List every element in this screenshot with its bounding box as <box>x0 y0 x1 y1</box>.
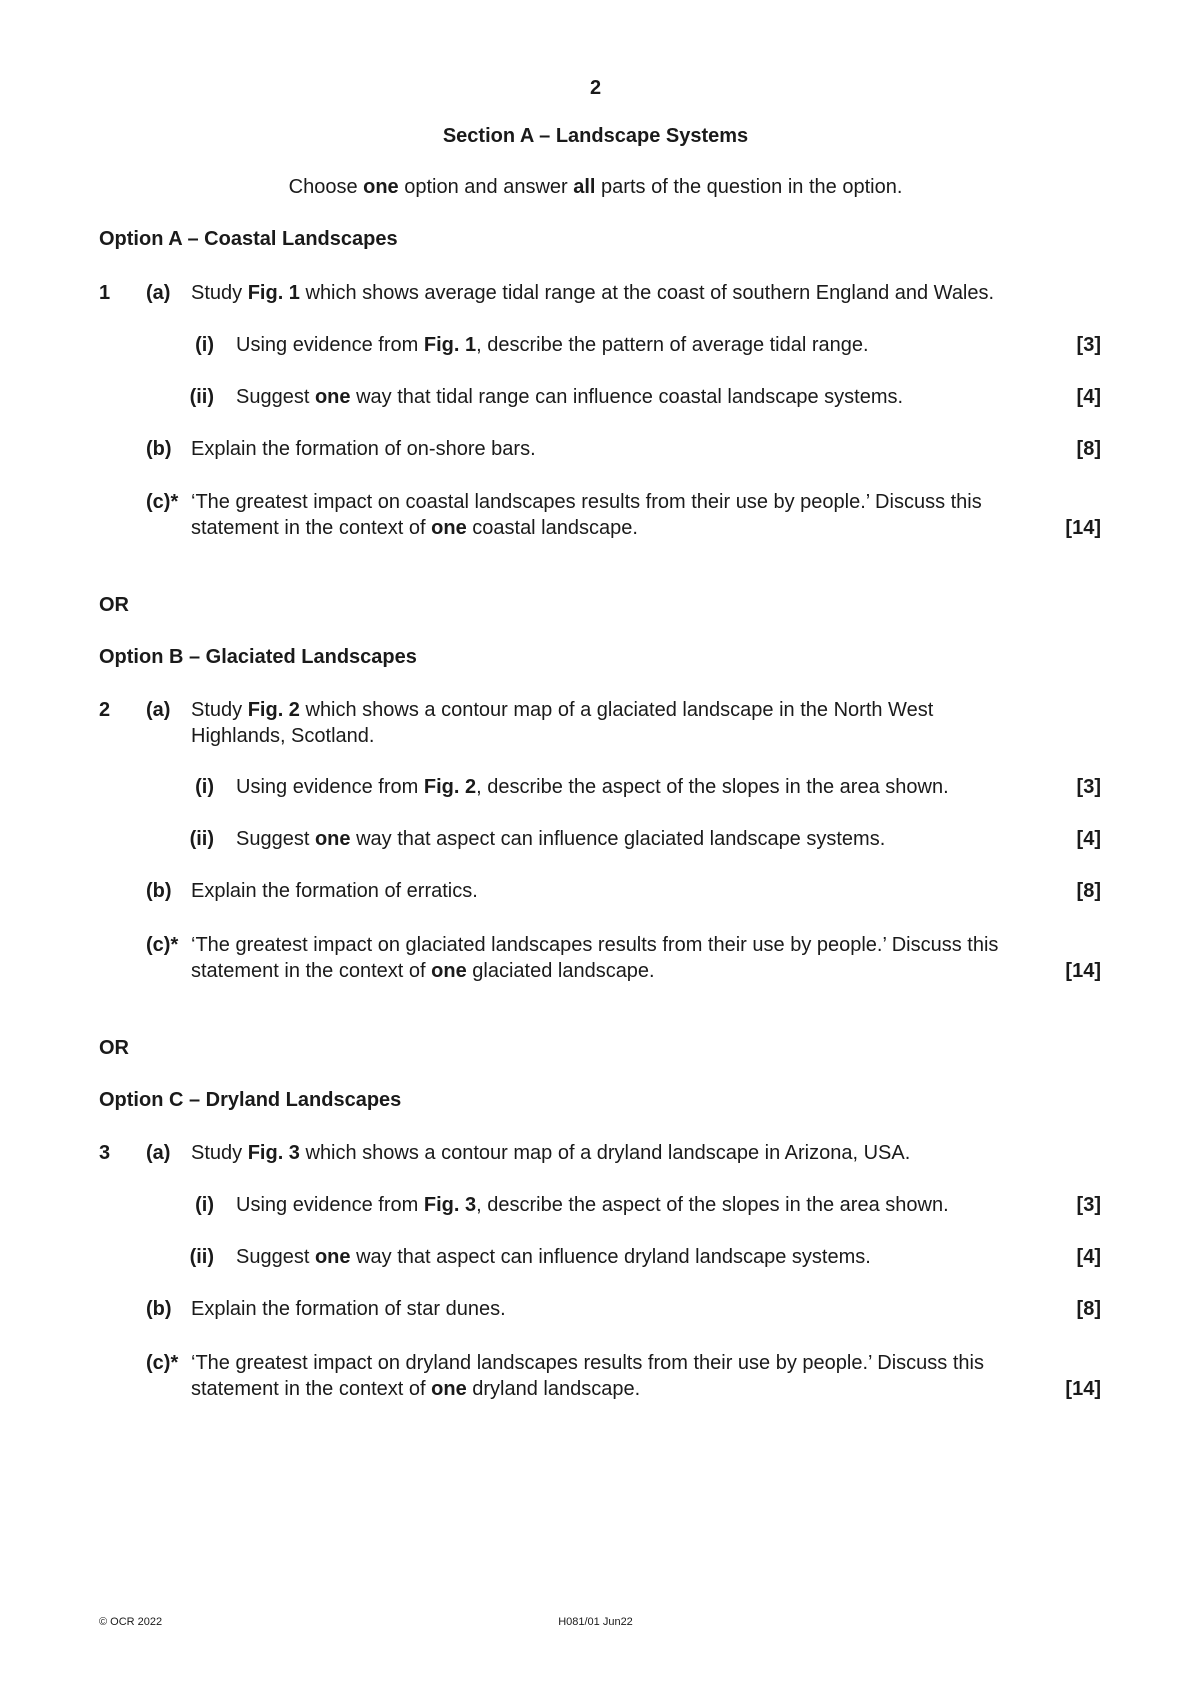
question-2ai-marks: [3] <box>1076 776 1101 798</box>
question-2ai-text-2: , describe the aspect of the slopes in the area shown. <box>476 776 949 798</box>
question-3c-text-2: dryland landscape. <box>466 1378 641 1400</box>
question-2c-line-1: ‘The greatest impact on glaciated landscapes results from their use by people.’ Discuss this <box>191 934 999 956</box>
question-2b-text: Explain the formation of erratics. <box>191 880 478 902</box>
question-3aii-text-2: way that aspect can influence dryland landscape systems. <box>350 1246 871 1268</box>
question-1a-text <box>191 280 994 306</box>
question-2ai-label: (i) <box>195 776 214 798</box>
footer-paper-code: H081/01 Jun22 <box>558 1616 633 1628</box>
question-3ai-label: (i) <box>195 1194 214 1216</box>
question-1ai-fig-ref: Fig. 1 <box>423 334 477 356</box>
question-2aii-marks: [4] <box>1076 828 1101 850</box>
section-title: Section A – Landscape Systems <box>442 125 749 147</box>
question-2c-label: (c)* <box>146 934 179 956</box>
question-1b-marks: [8] <box>1076 438 1101 460</box>
question-1b-text: Explain the formation of on-shore bars. <box>191 438 536 460</box>
question-2ai-text <box>236 774 949 800</box>
question-1aii-bold: one <box>314 386 351 408</box>
question-3ai-fig-ref: Fig. 3 <box>423 1194 477 1216</box>
question-2aii-text-1: Suggest <box>236 828 315 850</box>
question-2a-text-line-2: Highlands, Scotland. <box>191 725 375 747</box>
question-1a-text-2: which shows average tidal range at the coast of southern England and Wales. <box>299 282 995 304</box>
question-2a-label: (a) <box>146 699 171 721</box>
question-2c-text-1: statement in the context of <box>191 960 432 982</box>
question-3aii-bold: one <box>314 1246 351 1268</box>
question-1c-bold: one <box>431 517 467 539</box>
question-2a-text <box>191 697 1100 723</box>
instruction-text-2: option and answer <box>398 176 574 198</box>
instruction-bold-one: one <box>363 176 399 198</box>
question-1c-line-2 <box>191 515 638 541</box>
question-3c-line-2 <box>191 1376 640 1402</box>
question-2aii-text-2: way that aspect can influence glaciated landscape systems. <box>350 828 886 850</box>
question-1c-text-2: coastal landscape. <box>466 517 638 539</box>
question-3aii-marks: [4] <box>1076 1246 1101 1268</box>
question-2c-bold: one <box>431 960 467 982</box>
question-3ai-text <box>236 1192 949 1218</box>
question-1aii-label: (ii) <box>189 386 214 408</box>
question-3c-bold: one <box>431 1378 467 1400</box>
question-2aii-label: (ii) <box>189 828 214 850</box>
option-b-title: Option B – Glaciated Landscapes <box>99 646 417 668</box>
instruction-text-1: Choose <box>288 176 364 198</box>
question-2a-fig-ref: Fig. 2 <box>247 699 300 721</box>
question-3a-text-1: Study <box>191 1142 248 1164</box>
question-3ai-text-2: , describe the aspect of the slopes in the area shown. <box>476 1194 949 1216</box>
question-1ai-marks: [3] <box>1076 334 1101 356</box>
question-1c-label: (c)* <box>146 491 179 513</box>
question-3b-label: (b) <box>146 1298 172 1320</box>
question-2b-label: (b) <box>146 880 172 902</box>
question-2ai-fig-ref: Fig. 2 <box>423 776 477 798</box>
question-1a-label: (a) <box>146 282 171 304</box>
question-1a-fig-ref: Fig. 1 <box>247 282 300 304</box>
option-c-title: Option C – Dryland Landscapes <box>99 1089 402 1111</box>
question-3a-text-2: which shows a contour map of a dryland landscape in Arizona, USA. <box>299 1142 911 1164</box>
question-3aii-text-1: Suggest <box>236 1246 315 1268</box>
question-1aii-text <box>236 384 903 410</box>
question-1ai-text-2: , describe the pattern of average tidal range. <box>476 334 869 356</box>
page-number: 2 <box>589 77 602 99</box>
question-1aii-text-2: way that tidal range can influence coastal landscape systems. <box>350 386 904 408</box>
footer-copyright: © OCR 2022 <box>99 1616 163 1628</box>
question-3c-marks: [14] <box>1065 1378 1101 1400</box>
question-3b-marks: [8] <box>1076 1298 1101 1320</box>
question-3aii-text <box>236 1244 871 1270</box>
question-1b-label: (b) <box>146 438 172 460</box>
question-2ai-text-1: Using evidence from <box>236 776 424 798</box>
question-3c-text-1: statement in the context of <box>191 1378 432 1400</box>
question-2c-marks: [14] <box>1065 960 1101 982</box>
question-1ai-text-1: Using evidence from <box>236 334 424 356</box>
question-1-number: 1 <box>99 282 111 304</box>
or-divider-1: OR <box>99 594 129 616</box>
question-1aii-marks: [4] <box>1076 386 1101 408</box>
question-3a-label: (a) <box>146 1142 171 1164</box>
question-1ai-text <box>236 332 869 358</box>
question-2-number: 2 <box>99 699 111 721</box>
question-1c-line-1: ‘The greatest impact on coastal landscapes results from their use by people.’ Discuss this <box>191 491 982 513</box>
question-2b-marks: [8] <box>1076 880 1101 902</box>
or-divider-2: OR <box>99 1037 129 1059</box>
question-3-number: 3 <box>99 1142 111 1164</box>
option-a-title: Option A – Coastal Landscapes <box>99 228 398 250</box>
question-3c-label: (c)* <box>146 1352 179 1374</box>
question-1ai-label: (i) <box>195 334 214 356</box>
question-2aii-text <box>236 826 885 852</box>
question-2a-text-2: which shows a contour map of a glaciated landscape in the North West <box>299 699 934 721</box>
question-2c-text-2: glaciated landscape. <box>466 960 655 982</box>
instruction-text-3: parts of the question in the option. <box>595 176 903 198</box>
question-1aii-text-1: Suggest <box>236 386 315 408</box>
question-3aii-label: (ii) <box>189 1246 214 1268</box>
question-3a-text <box>191 1140 910 1166</box>
question-3b-text: Explain the formation of star dunes. <box>191 1298 506 1320</box>
question-3a-fig-ref: Fig. 3 <box>247 1142 300 1164</box>
question-3ai-text-1: Using evidence from <box>236 1194 424 1216</box>
question-1a-text-1: Study <box>191 282 248 304</box>
question-1c-text-1: statement in the context of <box>191 517 432 539</box>
question-2aii-bold: one <box>314 828 351 850</box>
instruction <box>0 174 1191 200</box>
instruction-bold-all: all <box>573 176 596 198</box>
question-2c-line-2 <box>191 958 655 984</box>
question-3ai-marks: [3] <box>1076 1194 1101 1216</box>
question-2a-text-1: Study <box>191 699 248 721</box>
question-1c-marks: [14] <box>1065 517 1101 539</box>
question-3c-line-1: ‘The greatest impact on dryland landscapes results from their use by people.’ Discuss this <box>191 1352 984 1374</box>
